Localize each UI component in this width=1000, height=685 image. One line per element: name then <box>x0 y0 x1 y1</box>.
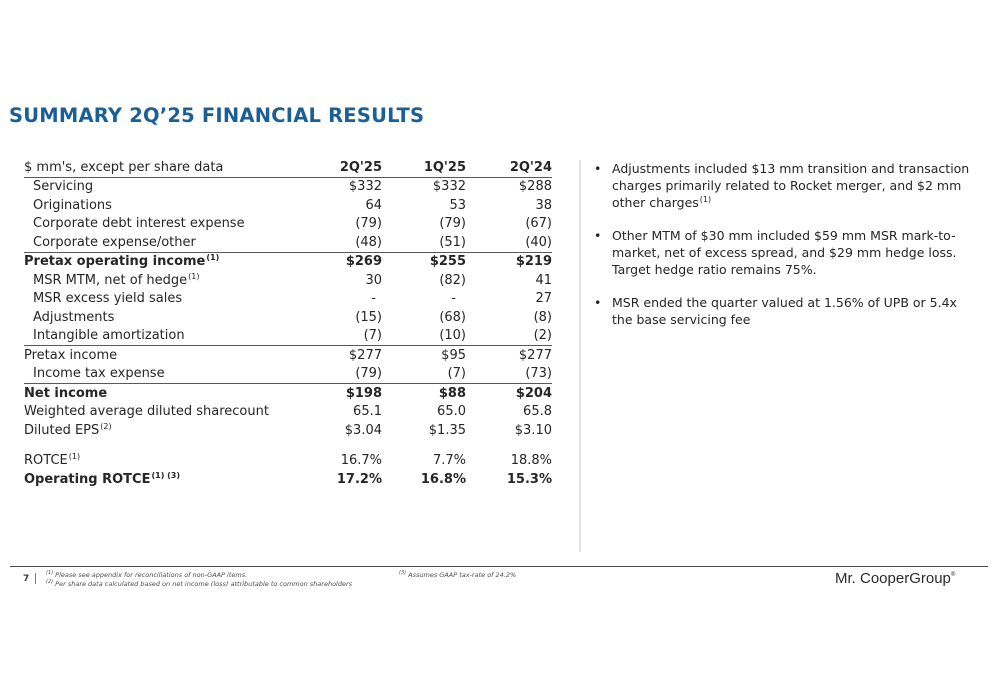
table-header-label: $ mm's, except per share data <box>24 158 310 177</box>
column-header-2q24: 2Q'24 <box>466 158 552 177</box>
cell-1q25: 16.8% <box>420 471 466 487</box>
cell-2q24: 65.8 <box>523 404 552 420</box>
cell-2q25: - <box>371 291 376 307</box>
cell-1q25: $332 <box>432 179 466 195</box>
row-label-text: Pretax operating income <box>24 254 206 270</box>
cell-2q24: (2) <box>533 328 552 344</box>
cell-1q25: (10) <box>439 328 466 344</box>
cell-1q25: 65.0 <box>437 404 466 420</box>
row-label: Adjustments <box>33 309 115 325</box>
row-label: Originations <box>33 197 112 213</box>
cell-2q24: 38 <box>535 197 552 213</box>
cell-1q25: (51) <box>439 234 466 250</box>
cell-2q24: (67) <box>525 216 552 232</box>
cell-2q24: 18.8% <box>510 453 552 469</box>
cell-2q25: $198 <box>310 384 382 403</box>
footnote-marker: (1) <box>46 570 54 576</box>
cell-2q24: (73) <box>525 366 552 382</box>
bullet-icon: • <box>594 228 602 243</box>
footer-rule <box>10 566 988 567</box>
cell-2q25: (15) <box>355 309 382 325</box>
row-msr-mtm <box>24 271 552 290</box>
cell-1q25: (68) <box>439 309 466 325</box>
cell-1q25: $88 <box>382 384 466 403</box>
row-pretax-operating-income <box>24 252 552 271</box>
row-servicing <box>24 177 552 196</box>
footnote-ref: (2) <box>100 421 112 431</box>
row-label: Net income <box>24 384 310 403</box>
cell-2q25: 64 <box>365 197 382 213</box>
cell-2q24: 15.3% <box>506 471 552 487</box>
row-label <box>24 421 310 440</box>
cell-2q25: 65.1 <box>353 404 382 420</box>
footnote-text: Assumes GAAP tax-rate of 24.2% <box>408 571 517 579</box>
row-label: Intangible amortization <box>33 328 185 344</box>
row-label-text: ROTCE <box>24 453 68 469</box>
row-label: Income tax expense <box>33 366 165 382</box>
cell-2q24: $204 <box>466 384 552 403</box>
row-intangible-amortization <box>24 327 552 346</box>
cell-2q24: $3.10 <box>514 422 552 438</box>
row-label <box>24 470 310 489</box>
row-label <box>24 440 310 471</box>
row-originations <box>24 196 552 215</box>
cell-2q24: 27 <box>535 291 552 307</box>
page-number-separator <box>35 573 36 584</box>
cell-1q25: $255 <box>382 252 466 271</box>
row-net-income <box>24 384 552 403</box>
bullet-text: MSR ended the quarter valued at 1.56% of UPB or 5.4x the base servicing fee <box>612 295 957 327</box>
footnote-ref: (1) <box>206 253 220 263</box>
footnote-1 <box>45 571 247 580</box>
row-corporate-expense <box>24 233 552 252</box>
row-label: Weighted average diluted sharecount <box>24 404 269 420</box>
row-operating-rotce <box>24 470 552 489</box>
row-label: Servicing <box>33 179 94 195</box>
row-pretax-income <box>24 346 552 365</box>
row-label: MSR excess yield sales <box>33 291 183 307</box>
logo-text: Mr. CooperGroup <box>835 570 951 587</box>
cell-2q24: $288 <box>518 179 552 195</box>
row-rotce <box>24 440 552 471</box>
cell-1q25: 53 <box>449 197 466 213</box>
footnote-marker: (2) <box>46 579 54 585</box>
bullet-text: Adjustments included $13 mm transition and transaction charges primarily related to Rocket merger, and $2 mm other charges <box>612 161 970 210</box>
cell-2q24: $277 <box>466 346 552 365</box>
table-header-row <box>24 158 552 177</box>
page-title: SUMMARY 2Q’25 FINANCIAL RESULTS <box>9 104 425 127</box>
row-label-text: Diluted EPS <box>24 422 100 438</box>
cell-2q25: $332 <box>348 179 382 195</box>
commentary-bullets <box>594 160 974 344</box>
footnote-ref: (1) <box>68 452 81 462</box>
bullet-icon: • <box>594 161 602 176</box>
row-adjustments <box>24 308 552 327</box>
footnote-2 <box>45 580 352 589</box>
footnote-ref: (1) (3) <box>151 470 181 480</box>
bullet-item <box>594 227 974 278</box>
footnote-ref: (1) <box>699 195 712 204</box>
footnote-marker: (3) <box>399 570 407 576</box>
row-label-text: Operating ROTCE <box>24 471 151 487</box>
cell-1q25: (7) <box>447 366 466 382</box>
cell-1q25: (82) <box>439 272 466 288</box>
cell-1q25: $95 <box>382 346 466 365</box>
cell-2q25: $277 <box>310 346 382 365</box>
footnote-text: Per share data calculated based on net income (loss) attributable to common shareholders <box>55 580 353 588</box>
financial-results-table <box>24 158 552 489</box>
column-divider <box>579 160 581 552</box>
cell-2q24: (8) <box>533 309 552 325</box>
bullet-item <box>594 294 974 328</box>
cell-1q25: - <box>451 291 456 307</box>
bullet-item <box>594 160 974 211</box>
row-income-tax-expense <box>24 365 552 384</box>
cell-2q25: (48) <box>355 234 382 250</box>
cell-2q25: 17.2% <box>336 471 382 487</box>
cell-2q24: (40) <box>525 234 552 250</box>
row-label <box>24 252 310 271</box>
column-header-2q25: 2Q'25 <box>310 158 382 177</box>
cell-1q25: (79) <box>439 216 466 232</box>
cell-2q25: $3.04 <box>344 422 382 438</box>
footnote-ref: (1) <box>188 271 200 281</box>
row-msr-excess-yield-sales <box>24 290 552 309</box>
cell-1q25: $1.35 <box>428 422 466 438</box>
row-label-text: MSR MTM, net of hedge <box>33 272 188 288</box>
row-diluted-sharecount <box>24 403 552 422</box>
column-header-1q25: 1Q'25 <box>382 158 466 177</box>
cell-2q25: (79) <box>355 366 382 382</box>
row-label: Corporate debt interest expense <box>33 216 245 232</box>
footnote-3 <box>398 571 516 580</box>
page-number: 7 <box>23 574 30 584</box>
cell-2q24: $219 <box>466 252 552 271</box>
bullet-text: Other MTM of $30 mm included $59 mm MSR mark-to-market, net of excess spread, and $29 mm hedge loss. Target hedge ratio remains 75%. <box>612 228 957 277</box>
cell-2q25: $269 <box>310 252 382 271</box>
row-label <box>24 271 310 290</box>
cell-2q25: (79) <box>355 216 382 232</box>
row-corporate-debt-interest <box>24 215 552 234</box>
company-logo <box>835 570 955 587</box>
footnote-text: Please see appendix for reconciliations of non-GAAP items. <box>55 571 248 579</box>
cell-2q25: 16.7% <box>340 453 382 469</box>
cell-2q25: 30 <box>365 272 382 288</box>
bullet-icon: • <box>594 295 602 310</box>
cell-1q25: 7.7% <box>432 453 466 469</box>
cell-2q24: 41 <box>535 272 552 288</box>
registered-mark: ® <box>950 572 956 578</box>
row-label: Corporate expense/other <box>33 234 196 250</box>
row-label: Pretax income <box>24 346 310 365</box>
cell-2q25: (7) <box>363 328 382 344</box>
row-diluted-eps <box>24 421 552 440</box>
